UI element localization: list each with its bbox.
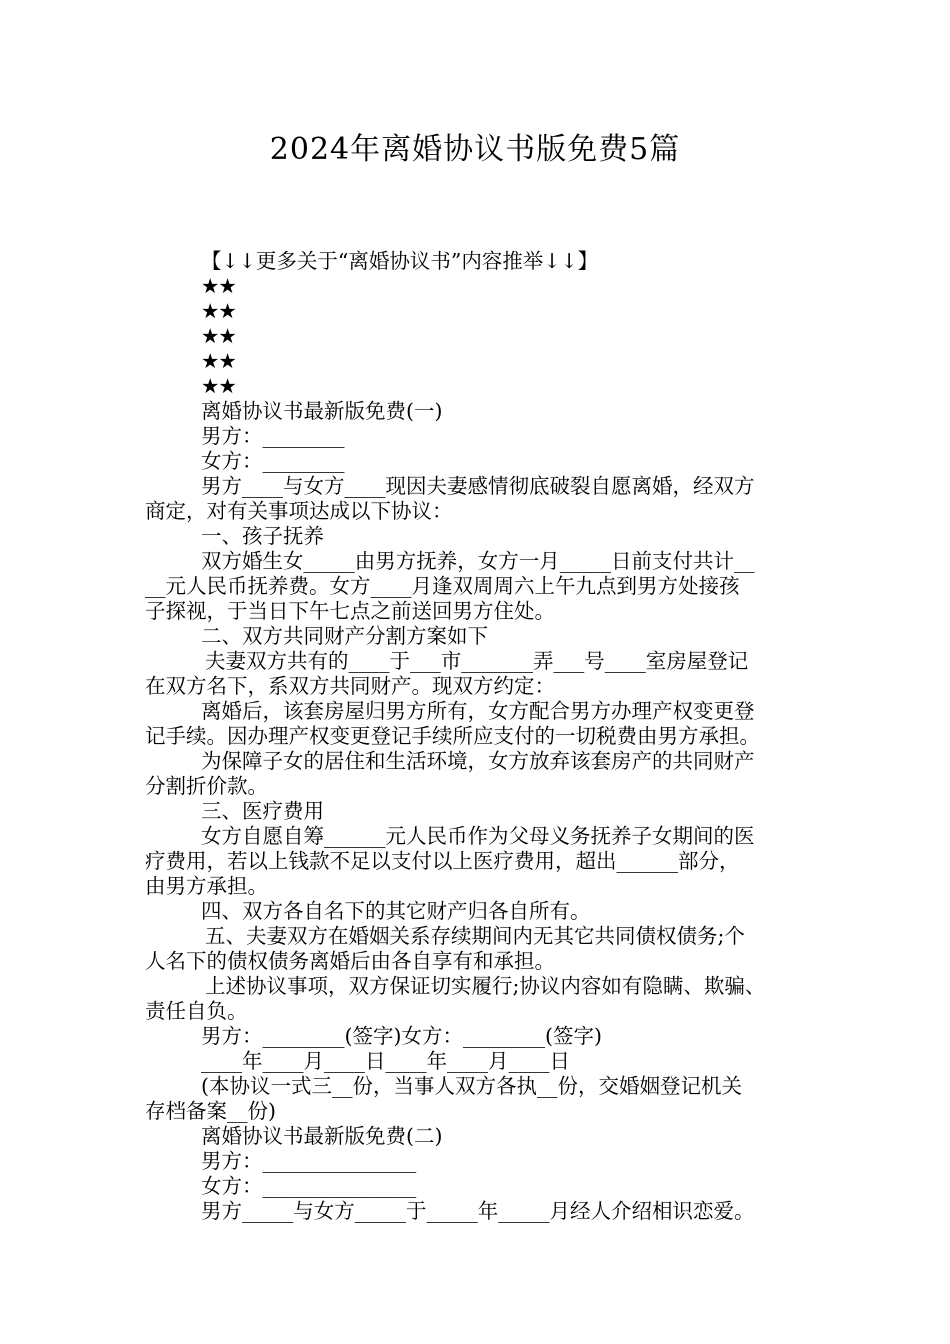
document-line: 【↓↓更多关于“离婚协议书”内容推举↓↓】 (201, 249, 599, 273)
star-rating-row: ★★ (201, 349, 236, 373)
document-title: 2024年离婚协议书版免费5篇 (269, 132, 681, 167)
document-line: 一、孩子抚养 (201, 524, 324, 548)
document-line: 分割折价款。 (145, 774, 268, 798)
document-line: 商定，对有关事项达成以下协议： (145, 499, 453, 523)
star-rating-row: ★★ (201, 299, 236, 323)
document-line: 离婚协议书最新版免费(一) (201, 399, 443, 423)
document-line: 离婚后，该套房屋归男方所有，女方配合男方办理产权变更登 (201, 699, 755, 723)
document-line: 女方：_______________ (201, 1174, 417, 1198)
document-line: 五、夫妻双方在婚姻关系存续期间内无其它共同债权债务;个 (205, 924, 745, 948)
star-rating-row: ★★ (201, 324, 236, 348)
document-line: 男方_____与女方_____于_____年_____月经人介绍相识恋爱。 (201, 1199, 755, 1223)
document-line: 男方：_______________ (201, 1149, 417, 1173)
document-line: (本协议一式三__份，当事人双方各执__份，交婚姻登记机关 (201, 1074, 742, 1098)
document-line: 记手续。因办理产权变更登记手续所应支付的一切税费由男方承担。 (145, 724, 760, 748)
document-line: 上述协议事项，双方保证切实履行;协议内容如有隐瞒、欺骗、 (205, 974, 766, 998)
document-line: ____年____月____日____年____月____日 (201, 1049, 570, 1073)
document-line: 子探视，于当日下午七点之前送回男方住处。 (145, 599, 555, 623)
document-line: 存档备案__份) (145, 1099, 276, 1123)
document-line: 在双方名下，系双方共同财产。现双方约定： (145, 674, 555, 698)
document-line: 女方自愿自筹______元人民币作为父母义务抚养子女期间的医 (201, 824, 755, 848)
document-line: 二、双方共同财产分割方案如下 (201, 624, 488, 648)
document-line: 为保障子女的居住和生活环境，女方放弃该套房产的共同财产 (201, 749, 755, 773)
document-line: 责任自负。 (145, 999, 248, 1023)
document-line: 疗费用，若以上钱款不足以支付以上医疗费用，超出______部分， (145, 849, 740, 873)
document-line: 夫妻双方共有的____于___市_______弄___号____室房屋登记 (205, 649, 749, 673)
document-line: 离婚协议书最新版免费(二) (201, 1124, 443, 1148)
document-line: 男方：________ (201, 424, 345, 448)
star-rating-row: ★★ (201, 374, 236, 398)
document-line: 女方：________ (201, 449, 345, 473)
document-line: 三、医疗费用 (201, 799, 324, 823)
document-line: 男方____与女方____现因夫妻感情彻底破裂自愿离婚，经双方 (201, 474, 755, 498)
document-line: __元人民币抚养费。女方____月逢双周周六上午九点到男方处接孩 (145, 574, 740, 598)
document-line: 人名下的债权债务离婚后由各自享有和承担。 (145, 949, 555, 973)
document-line: 双方婚生女_____由男方抚养，女方一月_____日前支付共计__ (201, 549, 755, 573)
document-line: 四、双方各自名下的其它财产归各自所有。 (201, 899, 591, 923)
document-line: 由男方承担。 (145, 874, 268, 898)
star-rating-row: ★★ (201, 274, 236, 298)
document-line: 男方：________(签字)女方：________(签字) (201, 1024, 602, 1048)
document-body (145, 249, 817, 1224)
